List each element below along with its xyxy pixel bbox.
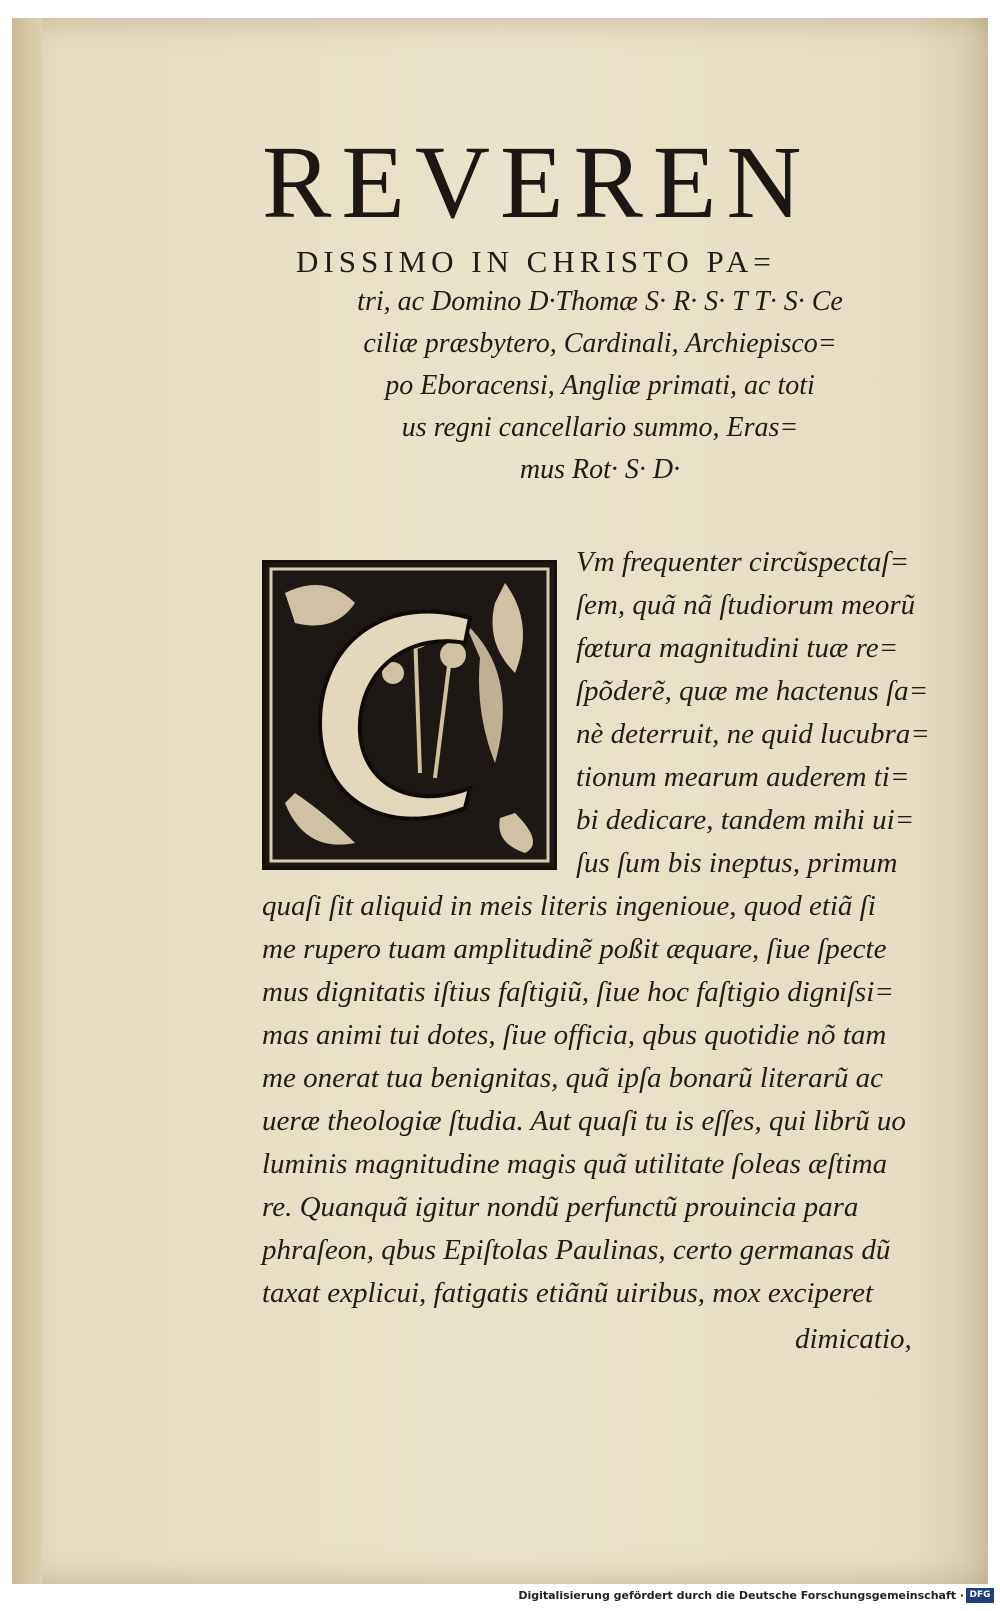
- page-gutter: [12, 18, 42, 1584]
- body-line: mas animi tui dotes, ſiue officia, qbus quotidie nõ tam: [262, 1019, 887, 1051]
- body-line: re. Quanquã igitur nondũ perfunctũ prouincia para: [262, 1191, 859, 1223]
- body-line: ſem, quã nã ſtudiorum meorũ: [576, 589, 916, 621]
- heading-first-line: DISSIMO IN CHRISTO PA=: [296, 244, 776, 279]
- body-line: ſus ſum bis ineptus, primum: [576, 847, 898, 879]
- digitization-footer: [0, 1584, 1000, 1611]
- footer-credit: Digitalisierung gefördert durch die Deutsche Forschungsgemeinschaft ·: [518, 1589, 964, 1602]
- body-line: phraſeon, qbus Epiſtolas Paulinas, certo germanas dũ: [262, 1234, 891, 1266]
- body-line: ſpõderẽ, quæ me hactenus ſa=: [576, 675, 929, 707]
- ornament-icon: [265, 563, 554, 867]
- heading-line: us regni cancellario summo, Eras=: [401, 412, 799, 443]
- heading-line: po Eboracensi, Angliæ primati, ac toti: [385, 370, 815, 401]
- body-line: bi dedicare, tandem mihi ui=: [576, 804, 915, 836]
- page-title: REVEREN: [262, 125, 812, 240]
- heading-line: ciliæ præsbytero, Cardinali, Archiepisco=: [363, 328, 837, 359]
- body-line: nè deterruit, ne quid lucubra=: [576, 718, 930, 750]
- body-line: luminis magnitudine magis quã utilitate ſoleas æſtima: [262, 1148, 888, 1180]
- dfg-logo-icon: DFG: [966, 1588, 994, 1603]
- body-line: ueræ theologiæ ſtudia. Aut quaſi tu is eſſes, qui librũ uo: [262, 1105, 906, 1137]
- body-line: fœtura magnitudini tuæ re=: [576, 632, 899, 664]
- heading-line: mus Rot· S· D·: [519, 454, 681, 485]
- body-line: taxat explicui, fatigatis etiãnũ uiribus, mox exciperet: [262, 1277, 874, 1309]
- body-line: quaſi ſit aliquid in meis literis ingenioue, quod etiã ſi: [262, 890, 876, 922]
- body-line: Vm frequenter circũspectaſ=: [576, 546, 910, 578]
- body-line: me rupero tuam amplitudinẽ poßit æquare, ſiue ſpecte: [262, 933, 887, 965]
- heading-line: tri, ac Domino D·Thomæ S· R· S· T T· S· Ce: [357, 286, 843, 317]
- body-line: mus dignitatis iſtius faſtigiũ, ſiue hoc faſtigio digniſsi=: [262, 976, 894, 1008]
- catchword: dimicatio,: [795, 1323, 912, 1355]
- decorated-initial-c: [262, 560, 557, 870]
- body-line: tionum mearum auderem ti=: [576, 761, 910, 793]
- body-line: me onerat tua benignitas, quã ipſa bonarũ literarũ ac: [262, 1062, 884, 1094]
